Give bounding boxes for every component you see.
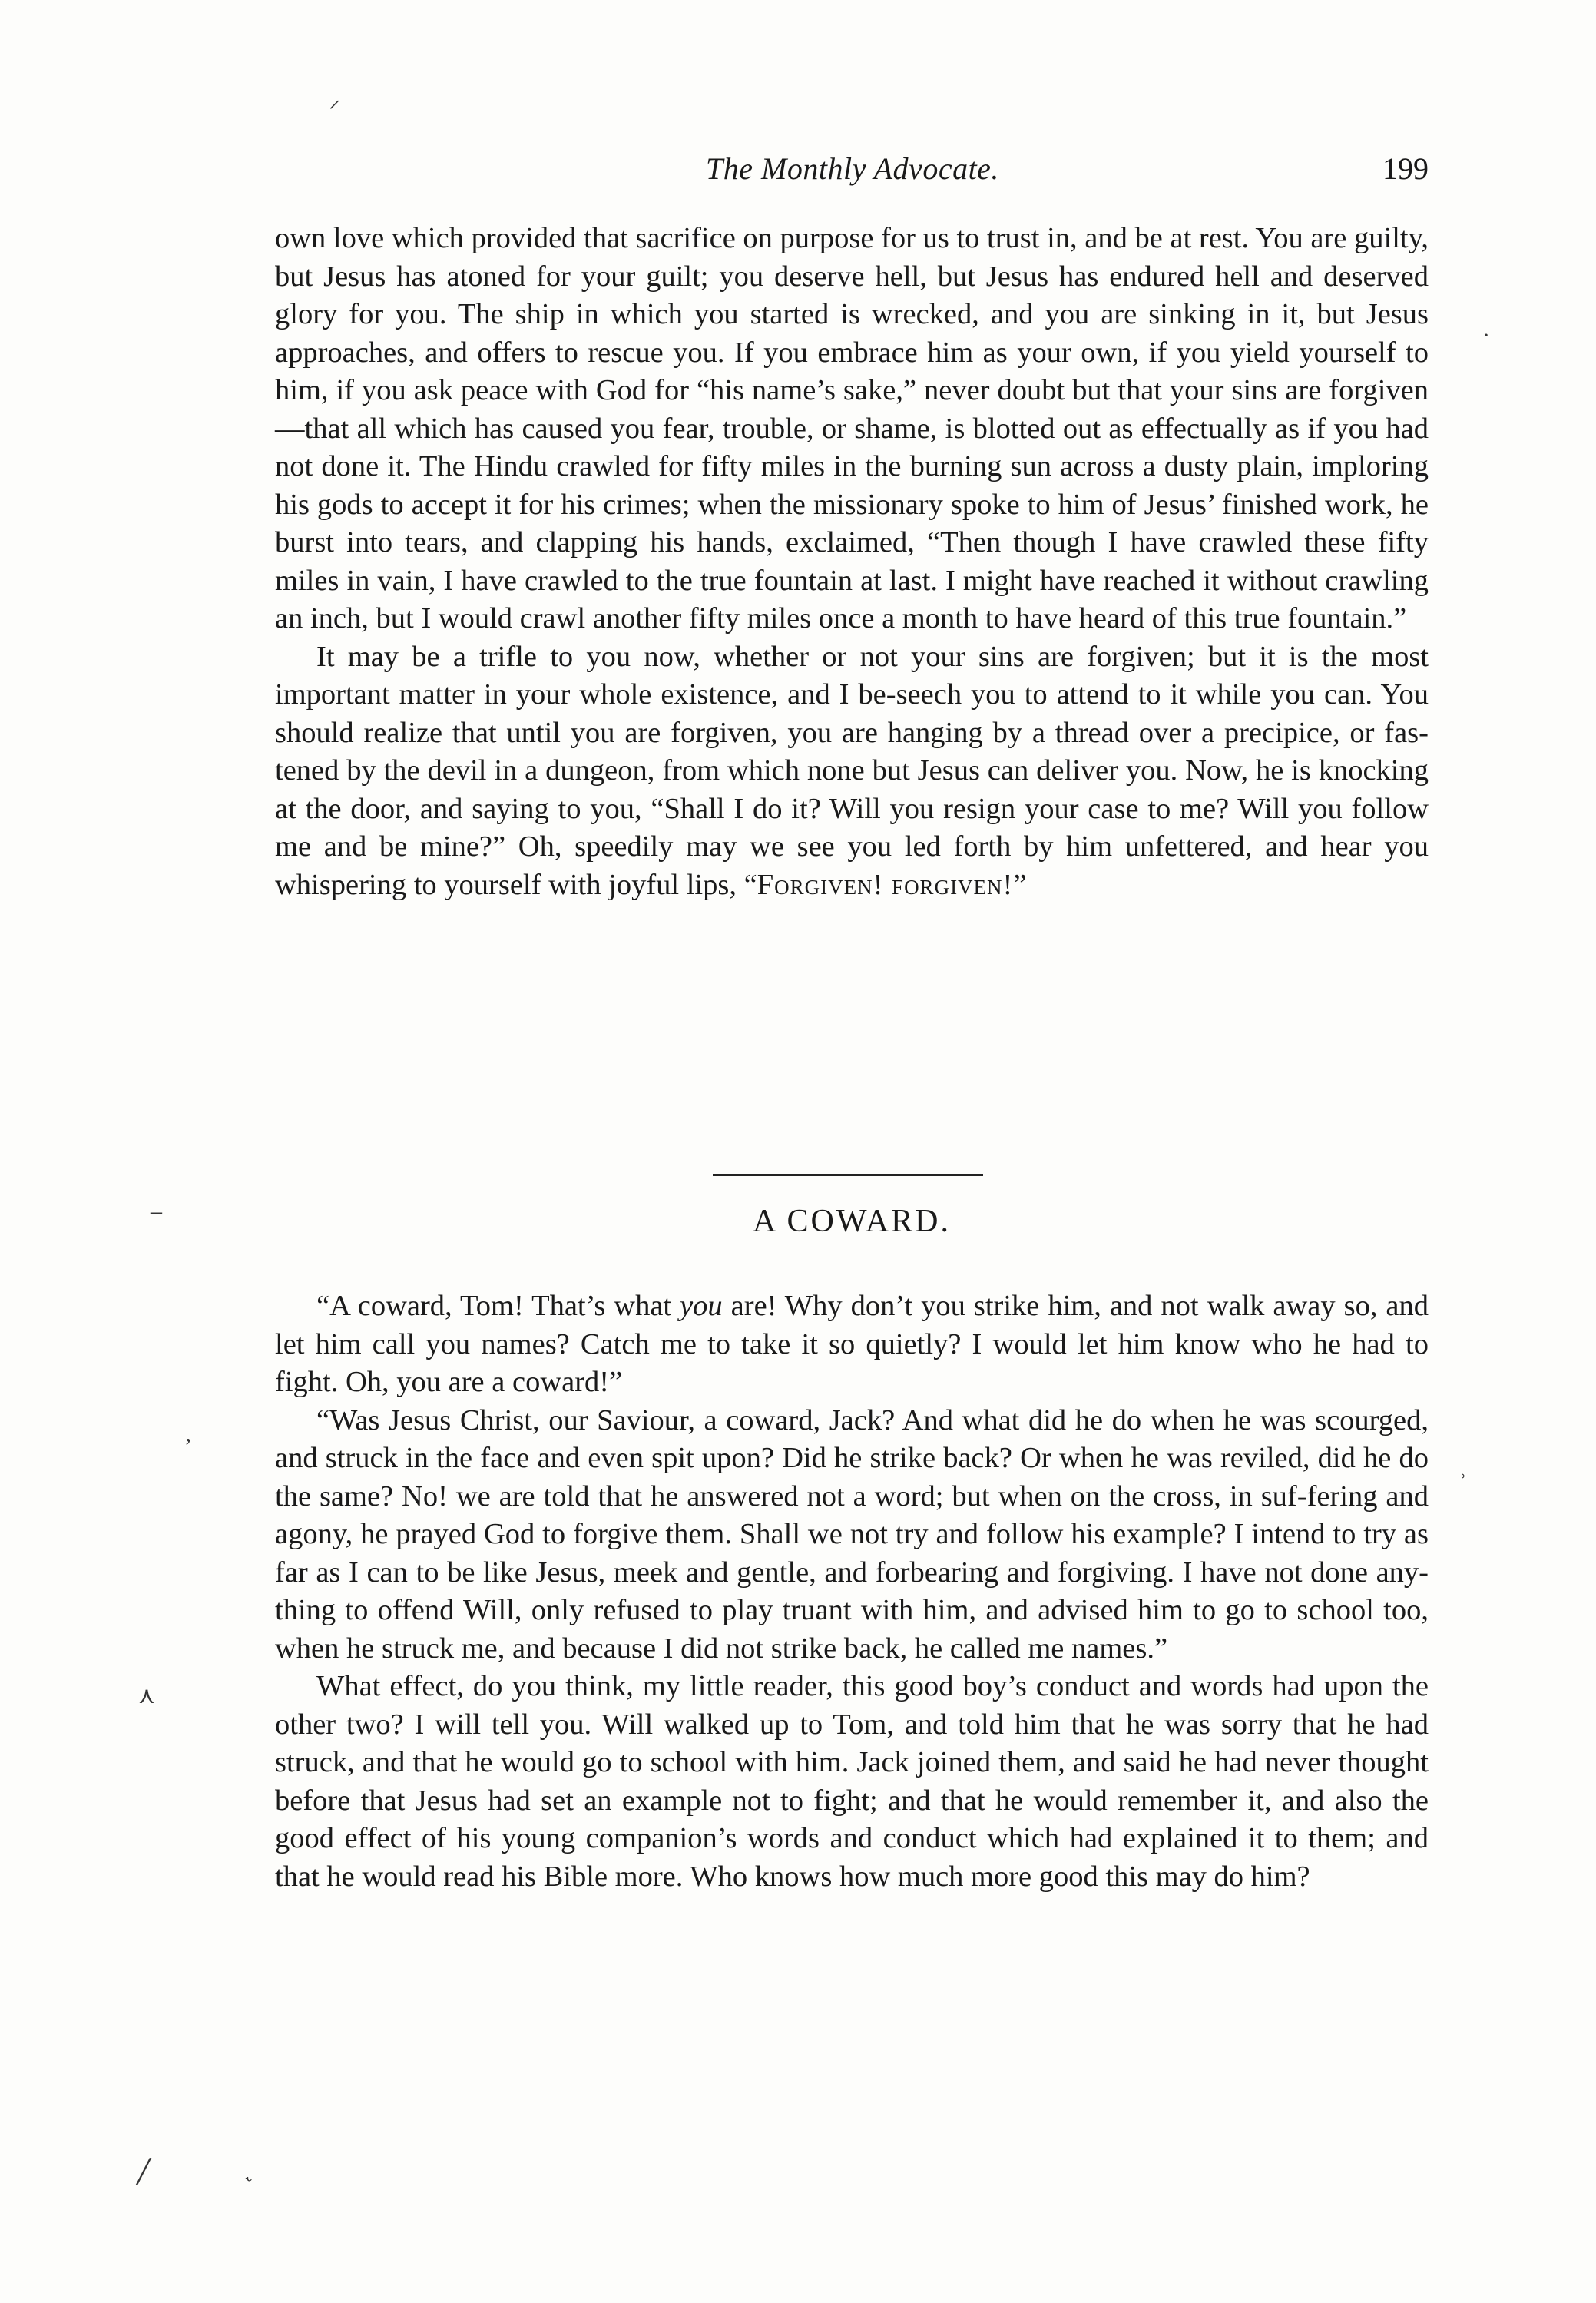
paragraph: “Was Jesus Christ, our Saviour, a coward, Jack? And what did he do when he was scourged, and struck in the face and even spit upon? Did he strike back? Or when he was reviled, did he do the same? No! we are told that he answered not a word; but when on the cross, in suf-fering and agony, he prayed God to forgive them. Shall we not try and follow his example? I intend to try as far as I can to be like Jesus, meek and gentle, and forbearing and forgiving. I have not done any-thing to offend Will, only refused to play truant with him, and advised him to go to school too, when he struck me, and because I did not strike back, he called me names.” [275, 1403, 1429, 1665]
paragraph-text: “A coward, Tom! That’s what [316, 1290, 680, 1322]
page-header [276, 151, 1429, 197]
closing-quote: ” [1013, 868, 1027, 901]
paragraph [275, 638, 1429, 905]
coward-article [275, 1287, 1429, 1896]
scan-mark: ‒ [151, 1198, 162, 1224]
forgiven-exclamation: Forgiven! forgiven! [757, 868, 1014, 901]
scan-mark: ⋏ [138, 1683, 155, 1708]
scan-mark: ⸍ [329, 97, 340, 122]
paragraph-text: are! Why don’t you strike him, and not walk away so, and let him call you names? Catch me to take it so quietly? I would let him know who he had to fight. Oh, you are a coward!” [275, 1290, 1429, 1398]
section-title: A COWARD. [752, 1204, 952, 1239]
paragraph-text: It may be a trifle to you now, whether or not your sins are forgiven; but it is the most important matter in your whole existence, and I be-seech you to attend to it while you can. You should realize that until you are forgiven, you are hanging by a thread over a precipice, or fas-tened by the devil in a dungeon, from which none but Jesus can deliver you. Now, he is knocking at the door, and saying to you, “Shall I do it? Will you resign your case to me? Will you follow me and be mine?” Oh, speedily may we see you led forth by him unfettered, and hear you whispering to yourself with joyful lips, “ [275, 640, 1429, 901]
paragraph: own love which provided that sacrifice on purpose for us to trust in, and be at rest. You are guilty, but Jesus has atoned for your guilt; you deserve hell, but Jesus has endured hell and deserved glory for you. The ship in which you started is wrecked, and you are sinking in it, but Jesus approaches, and offers to rescue you. If you embrace him as your own, if you yield yourself to him, if you ask peace with God for “his name’s sake,” never doubt but that your sins are forgiven—that all which has caused you fear, trouble, or shame, is blotted out as effectually as if you had not done it. The Hindu crawled for fifty miles in the burning sun across a dusty plain, imploring his gods to accept it for his crimes; when the missionary spoke to him of Jesus’ finished work, he burst into tears, and clapping his hands, exclaimed, “Then though I have crawled these fifty miles in vain, I have crawled to the true fountain at last. I might have reached it without crawling an inch, but I would crawl another fifty miles once a month to have heard of this true fountain.” [275, 222, 1429, 635]
scan-mark: ╱ [137, 2159, 151, 2185]
running-title: The Monthly Advocate. [706, 151, 999, 186]
scan-mark: ˒ [1459, 1460, 1467, 1485]
page-number: 199 [1382, 151, 1429, 186]
section-divider [713, 1174, 983, 1176]
emphasis: you [680, 1290, 723, 1322]
paragraph: What effect, do you think, my little reader, this good boy’s conduct and words had upon the other two? I will tell you. Will walked up to Tom, and told him that he was sorry that he had struck, and that he would go to school with him. Jack joined them, and said he had never thought before that Jesus had set an example not to fight; and that he would remember it, and also the good effect of his young companion’s words and conduct which had explained it to them; and that he would read his Bible more. Who knows how much more good this may do him? [275, 1670, 1429, 1893]
scan-mark: ˞ [246, 2166, 253, 2192]
scan-mark: · [1482, 323, 1490, 348]
continued-article [275, 220, 1429, 904]
paragraph [275, 1287, 1429, 1402]
scan-mark: ‚ [184, 1421, 192, 1446]
